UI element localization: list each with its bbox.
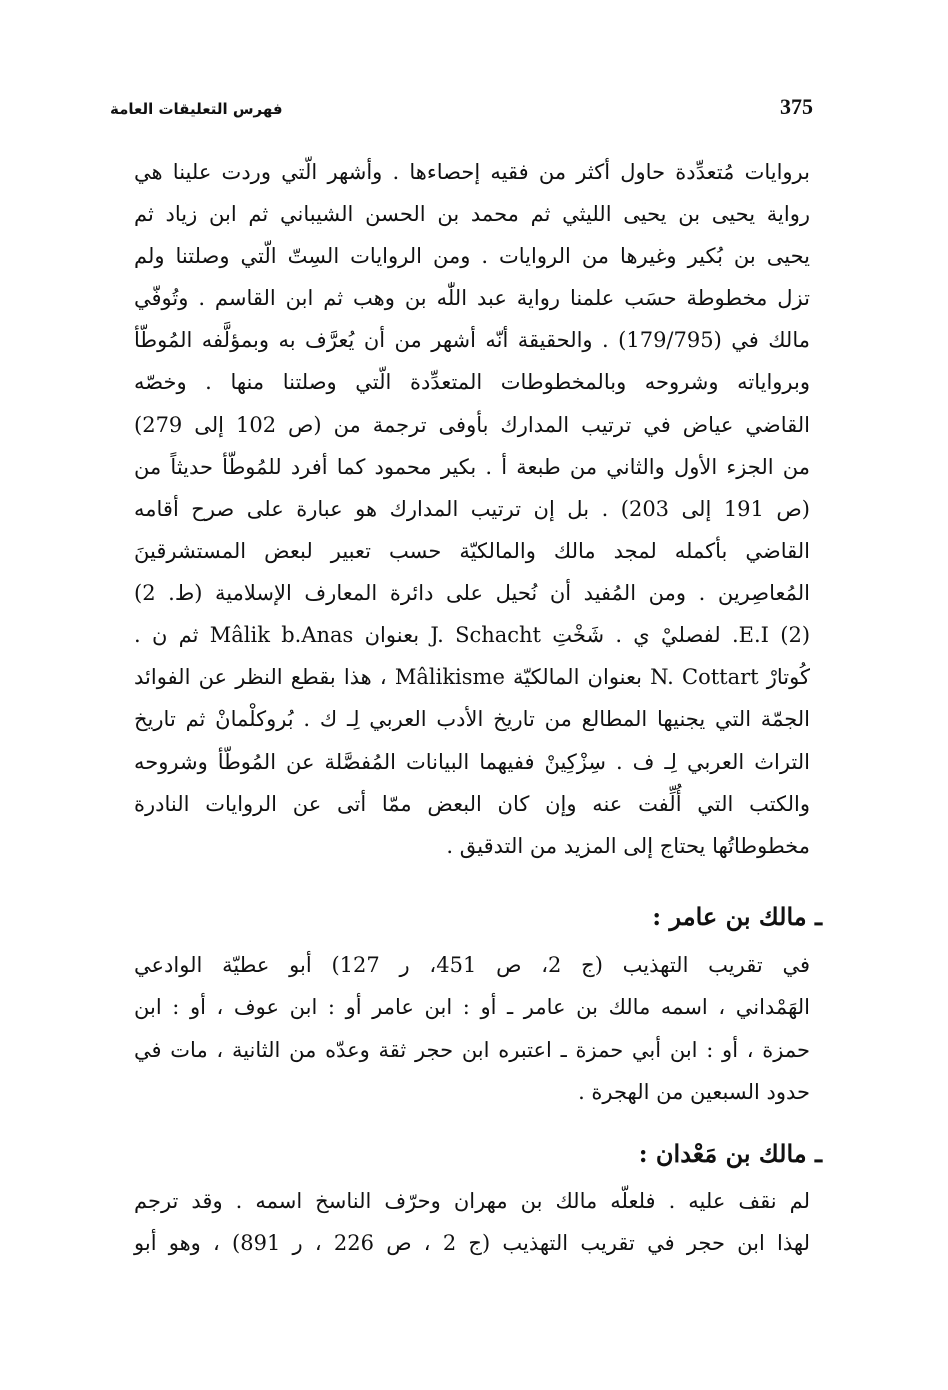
- text-line: لهذا ابن حجر في تقريب التهذيب (ج 2 ، ص 226 ، ر 891) ، وهو أبو: [134, 1231, 810, 1255]
- text-line: رواية يحيى بن يحيى الليثي ثم محمد بن الحسن الشيباني ثم ابن زياد ثم: [134, 202, 810, 226]
- text-line: الجمّة التي يجنيها المطالع من تاريخ الأدب العربي لِـ ك . بُروكلْمانْ ثم تاريخ: [134, 707, 810, 731]
- text-line: كُوتارْ N. Cottart بعنوان المالكيّة Mâlikisme ، هذا بقطع النظر عن الفوائد: [134, 665, 811, 689]
- page-number: 375: [780, 94, 813, 119]
- text-line: حمزة ، أو : ابن أبي حمزة ـ اعتبره ابن حجر ثقة وعدّه من الثانية ، مات في: [134, 1038, 810, 1062]
- text-line: وبرواياته وشروحه وبالمخطوطات المتعدِّدة الّتي وصلتنا منها . وخصّه: [134, 370, 810, 394]
- text-line: مالك في (179/795) . والحقيقة أنّه أشهر من أن يُعرَّف به وبمؤلَّفه المُوطّأ: [134, 328, 810, 352]
- text-line: المُعاصِرين . ومن المُفيد أن نُحيل على دائرة المعارف الإسلامية (ط. 2): [134, 581, 810, 605]
- text-line: الهَمْداني ، اسمه مالك بن عامر ـ أو : ابن عامر أو : ابن عوف ، أو : ابن: [134, 995, 810, 1019]
- text-line: في تقريب التهذيب (ج 2، ص 451، ر 127) أبو عطيّة الوادعي: [134, 953, 810, 977]
- text-line: يحيى بن بُكير وغيرها من الروايات . ومن الروايات السِتّ الّتي وصلتنا ولم: [134, 244, 810, 268]
- text-line: والكتب التي أُلِّفت عنه وإن كان البعض ممّا أتى عن الروايات النادرة: [134, 792, 810, 816]
- section-heading-malik-ibn-amir: ـ مالك بن عامر :: [652, 902, 822, 931]
- text-line: (2) E.I. لفصليْ ي . شَخْتِ J. Schacht بعنوان Mâlik b.Anas ثم ن .: [134, 623, 811, 647]
- text-line: التراث العربي لِـ ف . سِزْكِينْ ففيهما البيانات المُفصَّلة عن المُوطّأ وشروحه: [134, 750, 810, 774]
- running-header: فهرس التعليقات العامة: [110, 100, 283, 118]
- section-heading-malik-ibn-madan: ـ مالك بن مَعْدان :: [638, 1139, 822, 1168]
- text-line: تزل مخطوطة حسَب علمنا رواية عبد اللّٰه بن وهب ثم ابن القاسم . وتُوفّي: [134, 286, 810, 310]
- text-line: (ص 191 إلى 203) . بل إن ترتيب المدارك هو عبارة على صرح أقامه: [134, 497, 810, 521]
- text-line: حدود السبعين من الهجرة .: [578, 1080, 810, 1104]
- text-line: لم نقف عليه . فلعلّه مالك بن مهران وحرّف الناسخ اسمه . وقد ترجم: [134, 1189, 810, 1213]
- text-line: بروايات مُتعدِّدة حاول أكثر من فقيه إحصاءها . وأشهر الّتي وردت علينا هي: [134, 160, 810, 184]
- text-line: القاضي بأكمله لمجد مالك والمالكيّة حسب تعبير لبعض المستشرقينَ: [134, 539, 810, 563]
- text-line: القاضي عياض في ترتيب المدارك بأوفى ترجمة من (ص 102 إلى 279): [134, 413, 810, 437]
- text-line: من الجزء الأول والثاني من طبعة أ . بكير محمود كما أفرد للمُوطّأ حديثاً من: [134, 455, 810, 479]
- text-line: مخطوطاتُها يحتاج إلى المزيد من التدقيق .: [446, 834, 810, 858]
